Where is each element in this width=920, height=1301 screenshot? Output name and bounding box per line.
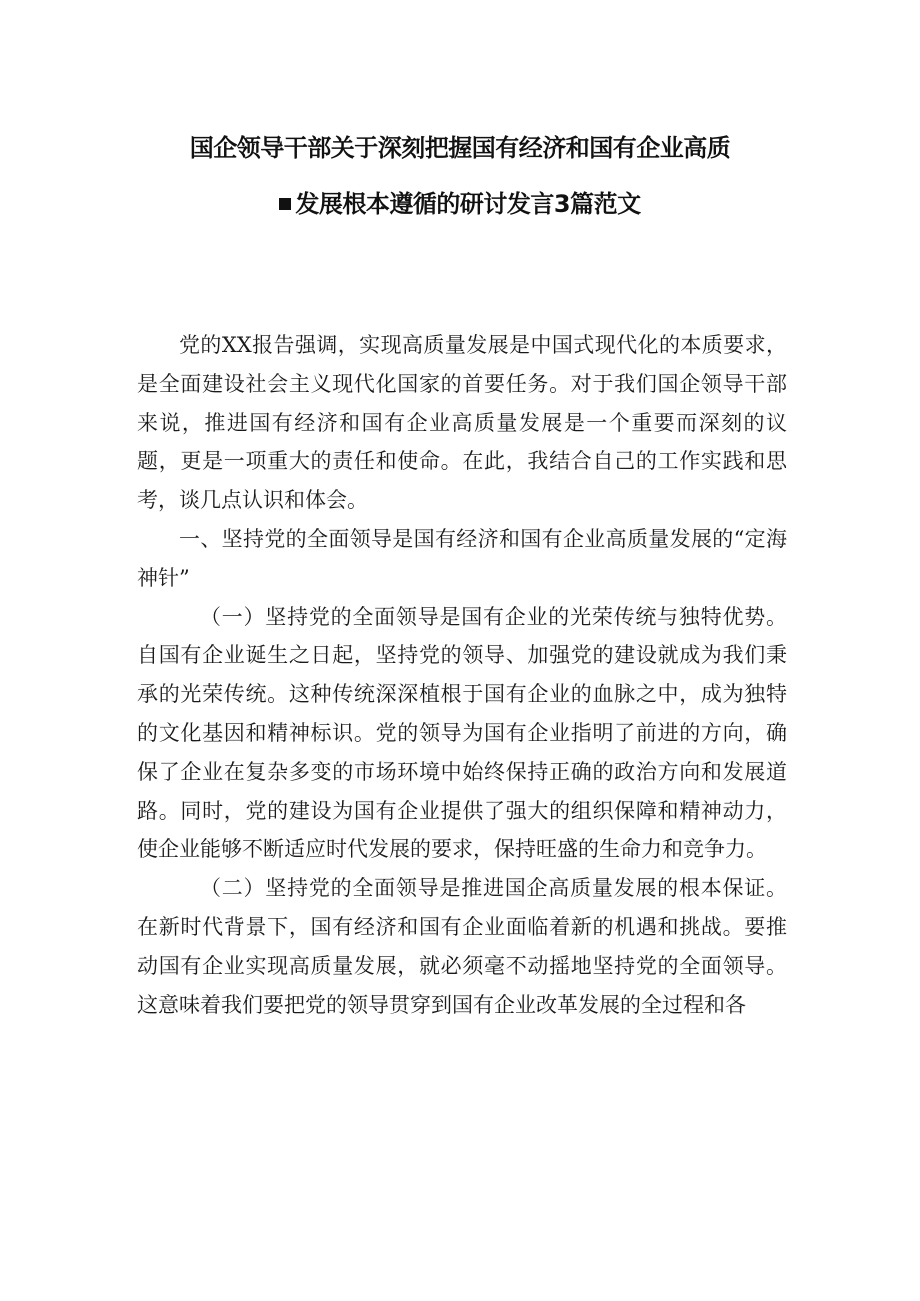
document-title-line-1: 国企领导干部关于深刻把握国有经济和国有企业高质: [189, 134, 731, 162]
document-title-line-2: 发展根本遵循的研讨发言3篇范文: [100, 184, 820, 219]
square-bullet-icon: [279, 198, 291, 210]
section-heading-1: 一、坚持党的全面领导是国有经济和国有企业高质量发展的“定海神针”: [137, 526, 787, 590]
paragraph-intro: 党的XX报告强调，实现高质量发展是中国式现代化的本质要求，是全面建设社会主义现代化国家的首要任务。对于我们国企领导干部来说，推进国有经济和国有企业高质量发展是一个重要而深刻的议题，更是一项重大的责任和使命。在此，我结合自己的工作实践和思考，谈几点认识和体会。: [137, 333, 787, 513]
paragraph-subsection-1: （一）坚持党的全面领导是国有企业的光荣传统与独特优势。自国有企业诞生之日起，坚持党的领导、加强党的建设就成为我们秉承的光荣传统。这种传统深深植根于国有企业的血脉之中，成为独特的文化基因和精神标识。党的领导为国有企业指明了前进的方向，确保了企业在复杂多变的市场环境中始终保持正确的政治方向和发展道路。同时，党的建设为国有企业提供了强大的组织保障和精神动力，使企业能够不断适应时代发展的要求，保持旺盛的生命力和竞争力。: [137, 604, 787, 862]
document-body: [137, 326, 787, 1024]
paragraph-subsection-2: （二）坚持党的全面领导是推进国企高质量发展的根本保证。在新时代背景下，国有经济和国有企业面临着新的机遇和挑战。要推动国有企业实现高质量发展，就必须毫不动摇地坚持党的全面领导。这意味着我们要把党的领导贯穿到国有企业改革发展的全过程和各: [137, 876, 787, 1017]
